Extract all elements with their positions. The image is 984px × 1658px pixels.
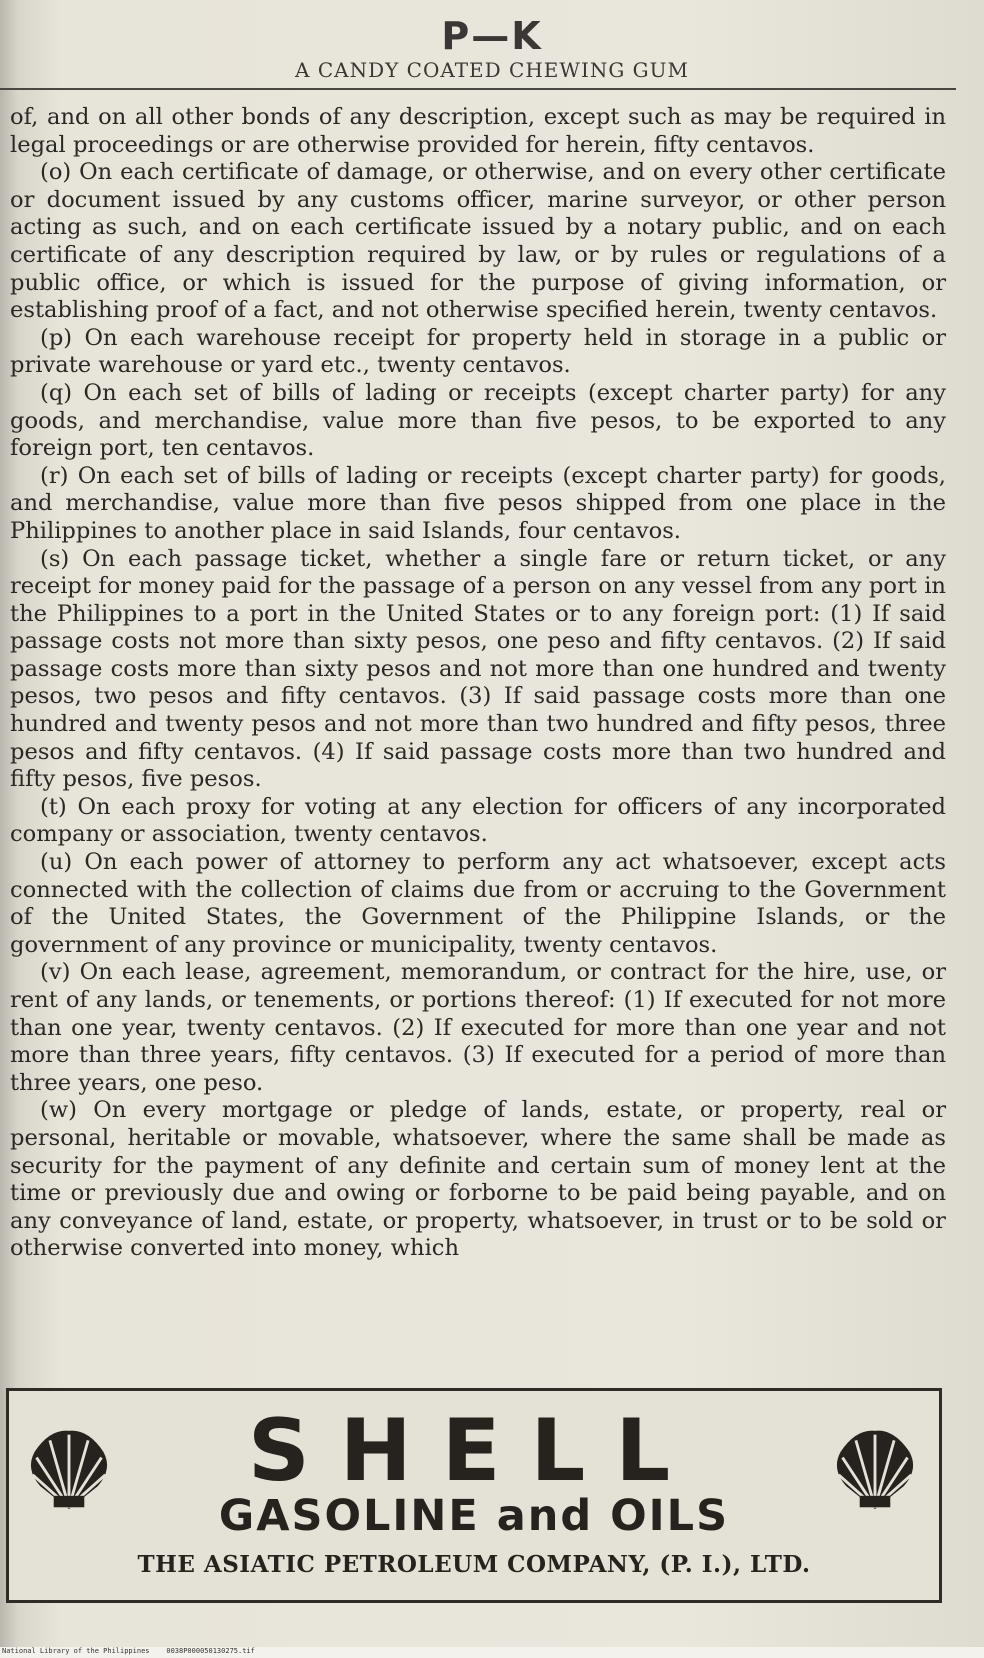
shell-advertisement — [6, 1388, 942, 1603]
ad-title: SHELL — [247, 1401, 701, 1501]
paragraph-t: (t) On each proxy for voting at any election for officers of any incorporated company or association, twenty centavos. — [10, 793, 946, 848]
paragraph-o: (o) On each certificate of damage, or otherwise, and on every other certificate or document issued by any customs officer, marine surveyor, or other person acting as such, and on each certificate issued by a notary public, and on each certificate of any description required by law, or by rules or regulations of a public office, or which is issued for the purpose of giving information, or establishing proof of a fact, and not otherwise specified herein, twenty centavos. — [10, 159, 946, 324]
body-text — [10, 104, 946, 1263]
header-rule — [0, 88, 956, 90]
ad-subtitle: GASOLINE and OILS — [218, 1491, 730, 1541]
paragraph-r: (r) On each set of bills of lading or receipts (except charter party) for goods, and merchandise, value more than five pesos shipped from one place in the Philippines to another place in said Islands, four centavos. — [10, 462, 946, 544]
paragraph-v: (v) On each lease, agreement, memorandum, or contract for the hire, use, or rent of any lands, or tenements, or portions thereof: (1) If executed for not more than one year, twenty centavos. (2) If executed for more than one year and not more than three years, fifty centavos. (3) If executed for a period of more than three years, one peso. — [10, 959, 946, 1096]
ad-company: THE ASIATIC PETROLEUM COMPANY, (P. I.), LTD. — [137, 1551, 811, 1578]
paragraph-q: (q) On each set of bills of lading or receipts (except charter party) for any goods, and merchandise, value more than five pesos, to be exported to any foreign port, ten centavos. — [10, 379, 946, 462]
paragraph-s: (s) On each passage ticket, whether a single fare or return ticket, or any receipt for money paid for the passage of a person on any vessel from any port in the Philippines to a port in the United States or to any foreign port: (1) If said passage costs not more than sixty pesos, one peso and fifty centavos. (2) If said passage costs more than sixty pesos and not more than one hundred and twenty pesos, two pesos and fifty centavos. (3) If said passage costs more than one hundred and twenty pesos and not more than two hundred and fifty pesos, three pesos and fifty centavos. (4) If said passage costs more than two hundred and fifty pesos, five pesos. — [10, 545, 946, 793]
paragraph-n-continued: of, and on all other bonds of any description, except such as may be required in legal proceedings or are otherwise provided for herein, fifty centavos. — [10, 104, 946, 158]
scan-credit: National Library of the Philippines 0038P000050130275.tif — [2, 1647, 255, 1655]
paragraph-w: (w) On every mortgage or pledge of lands, estate, or property, real or personal, heritable or movable, whatsoever, where the same shall be made as security for the payment of any definite and certain sum of money lent at the time or previously due and owing or forborne to be paid being payable, and on any conveyance of land, estate, or property, whatsoever, in trust or to be sold or otherwise converted into money, which — [10, 1097, 946, 1262]
header-brand: P—K — [441, 14, 543, 58]
paragraph-p: (p) On each warehouse receipt for property held in storage in a public or private warehouse or yard etc., twenty centavos. — [10, 324, 946, 379]
header-subtitle: A CANDY COATED CHEWING GUM — [295, 58, 689, 82]
page-header — [0, 0, 984, 90]
paragraph-u: (u) On each power of attorney to perform any act whatsoever, except acts connected with the collection of claims due from or accruing to the Government of the United States, the Government of the Philippine Islands, or the government of any province or municipality, twenty centavos. — [10, 849, 946, 958]
scan-footer — [0, 1647, 984, 1658]
